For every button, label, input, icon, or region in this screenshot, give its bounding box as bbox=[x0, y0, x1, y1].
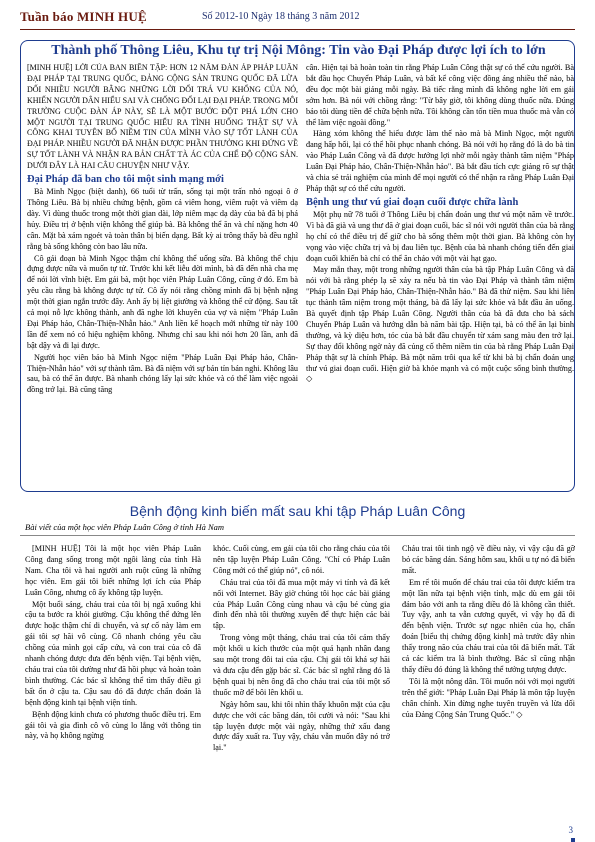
masthead bbox=[20, 8, 575, 30]
paragraph: Em rể tôi muốn để cháu trai của tôi được kiểm tra một lần nữa tại bệnh viện tỉnh, mặc dù em gái tôi đảm bảo với anh ta rằng điều đó là không cần thiết. Tuy vậy, anh ta vẫn cương quyết, vì vậy họ đã đi đến bệnh viện. Trước sự ngạc nhiên của họ, chẩn đoán [biểu thị chứng động kinh] mà trước đây nhìn thấy trong não của cháu trai của tôi đã biến mất. Tất cả các kiểm tra là bình thường. Bác sĩ cũng nhận thấy điều đó đúng là không thể tưởng tượng được. bbox=[402, 577, 575, 674]
paragraph: Hàng xóm không thể hiểu được làm thế nào mà bà Minh Ngọc, một người đang hấp hối, lại có thể hồi phục nhanh chóng. Bà nói với họ rằng đó là do bà tin vào Pháp Luân Công và đã được hưởng lợi nhờ mỗi ngày thành tâm niệm "Pháp Luân Đại Pháp hảo, Chân-Thiện-Nhẫn hảo". Bà bắt đầu tích cực giảng rõ sự thật và chia sẻ trải nghiệm của mình để mọi người có thể nhận ra rằng Pháp Luân Đại Pháp thật sự có thể cứu người. bbox=[306, 129, 574, 193]
paragraph: cân. Hiện tại bà hoàn toàn tin rằng Pháp Luân Công thật sự có thể cứu người. Bà bắt đầu học Chuyển Pháp Luân, và bất kể công việc đồng áng nhiều thế nào, bà đều đọc một bài giảng mỗi ngày. Bà tiếc rằng mình đã không nghe lời em gái sớm hơn. Bà nói với chồng rằng: "Từ bây giờ, tôi không dùng thuốc nữa. Đúng bảo tôi dùng tiền để chữa bệnh nữa. Tôi không cần tốn tiền mua thuốc mà vẫn có thể làm việc ngoài đồng." bbox=[306, 63, 574, 127]
paragraph: Bà Minh Ngọc (biệt danh), 66 tuổi từ trấn, sống tại một trấn nhỏ ngoại ô ở Thông Liêu. Bà bị nhiều chứng bệnh, gồm cả viêm hong, viêm ruột và viêm dạ dày. Vì dùng thuốc trong một thời gian dài, lớp niêm mạc dạ dày của bà đã bị phá hủy. Điều trị ở bệnh viện không thể giúp bà. Bà không thể ăn và chỉ nặng hơn 40 cân. Mặt bà xám ngoét và toàn thân bị biến dạng. Bất kỳ ai trông thấy bà đều nghĩ rằng bà sống không còn bao lâu nữa. bbox=[27, 187, 298, 251]
paragraph: Tôi là một nông dân. Tôi muốn nói với mọi người trên thế giới: "Pháp Luân Đại Pháp là môn tập luyện chân chính. Xin đừng nghe tuyên truyền và lừa dối của Đảng Cộng Sản Trung Quốc." ◇ bbox=[402, 676, 575, 719]
paragraph: Cô gái đoạn bà Minh Ngọc thậm chí không thể uống sữa. Bà không thể chịu đựng được nữa và muốn tự tử. Trước khi kết liễu đời mình, bà đã đến nhà cha mẹ để nói lời vĩnh biệt. Em gái bà, một học viên Pháp Luân Công, cũng ở đó. Em bà yêu cầu rằng bà không được tự tử. Cô ấy nói rằng chồng mình đã bị bệnh nặng một thời gian ngắn trước đây. Anh ấy bị liệt giường và không thể cử động. Sau tất cả mọi nỗ lực không thành, anh đã nghe lời khuyên của vợ và niệm "Pháp Luân Đại Pháp hảo, Chân-Thiện-Nhẫn hảo." Anh liền kế hoạch mới những từ này 100 lần để xem nó có hiệu nghiệm không. Nhưng chỉ sau khi nói hơn 20 lần, anh đã bật dậy và đi lại được. bbox=[27, 253, 298, 350]
article1-headline: Thành phố Thông Liêu, Khu tự trị Nội Mông: Tin vào Đại Pháp được lợi ích to lớn bbox=[51, 43, 546, 58]
paragraph: Bệnh động kinh chưa có phương thuốc điều trị. Em gái tôi và gia đình cô vô cùng lo lắng với thông tin này, và họ không ngừng bbox=[25, 709, 201, 741]
article2-divider bbox=[20, 535, 575, 536]
paragraph: Một buổi sáng, cháu trai của tôi bị ngã xuống khi cậu ta bước ra khỏi giường. Cậu không thể đứng lên được hoặc thậm chí di chuyển, và sự cố này làm em gái tôi sợ hãi vô cùng. Cô nhanh chóng yêu cầu chồng của mình gọi cấp cứu, và con trai của cô đã nhanh chóng được đưa đến bệnh viện. Tại bệnh viện, cháu trai của tôi dường như đã hồi phục và hoàn toàn bình thường. Các bác sĩ không thể tìm thấy điều gì bất ổn ở cậu ta. Cậu sau đó đã được chẩn đoán là bệnh động kinh tại bệnh viện tỉnh. bbox=[25, 599, 201, 707]
article2-column-3 bbox=[402, 544, 575, 816]
paragraph: Trong vòng một tháng, cháu trai của tôi cảm thấy một khối u kích thước của một quả hạnh nhân đang sau một trong đôi tai của cậu. Chị gái tôi khá sợ hãi và đưa cậu đến gặp bác sĩ. Các bác sĩ nghĩ rằng đó là bệnh quai bị nên ông đã cho cháu trai của tôi một số thuốc mỡ để bôi lên khối u. bbox=[213, 633, 390, 697]
article2-headline: Bệnh động kinh biến mất sau khi tập Pháp Luân Công bbox=[129, 503, 466, 519]
paragraph: [MINH HUỆ] Tôi là một học viên Pháp Luân Công đang sống trong một ngôi làng của tỉnh Hà Nam. Cha tôi và hai người anh ruột cũng là những học viên. Em gái tôi biết những lợi ích của Pháp Luân Công, nhưng cô ấy không tập luyện. bbox=[25, 544, 201, 597]
paragraph: Một phụ nữ 78 tuổi ở Thông Liêu bị chẩn đoán ung thư vú một năm về trước. Vì bà đã già và ung thư đã ở giai đoạn cuối, bác sĩ nói với người thân của bà rằng họ chỉ có thể điều trị để giữ cho bà sống thêm một thời gian. Bà không còn hy vọng vào việc chữa trị và bị đau liên tục. Bệnh của bà nhanh chóng tiến đến giai đoạn cuối khiến bà chỉ có thể ăn cháo với một vài hạt gạo. bbox=[306, 209, 574, 263]
corner-mark bbox=[571, 838, 575, 842]
page-number: 3 bbox=[568, 825, 573, 835]
article1-left-column bbox=[27, 63, 298, 487]
paragraph: Cháu trai tôi tinh ngộ về điều này, vì vậy cậu đã gỡ bỏ các băng dán. Sáng hôm sau, khối u tự nó đã biến mất. bbox=[402, 544, 575, 575]
article2-column-1 bbox=[25, 544, 201, 836]
article2-column-2 bbox=[213, 544, 390, 836]
editor-note: [MINH HUỆ] LỜI CỦA BAN BIÊN TẬP: HƠN 12 NĂM ĐÀN ÁP PHÁP LUÂN ĐẠI PHÁP TẠI TRUNG QUỐC, ĐẢNG CỘNG SẢN TRUNG QUỐC ĐÃ LỪA DỐI NHIỀU NGƯỜI BẰNG NHỮNG LỜI DỐI TRÁ VU KHỐNG CỦA NÓ, KHIẾN NGƯỜI DÂN HIỂU SAI VÀ CHỐNG ĐỐI LẠI ĐẠI PHÁP. TRONG MÔI TRƯỜNG CUỘC ĐÀN ÁP NÀY, SẼ LÀ MỘT BƯỚC ĐỘT PHÁ LỚN CHO MỘT NGƯỜI TẠI TRUNG QUỐC HIỂU RA TÌNH HUỐNG THẬT SỰ VÀ CÔNG KHAI TUYÊN BỐ NIỀM TIN CỦA MÌNH VÀO SỰ TỐT LÀNH CỦA ĐẠI PHÁP. NHIỀU NGƯỜI ĐÃ NHẬN ĐƯỢC PHẦN THƯỞNG KHI ĐỨNG VỀ SỰ TỐT LÀNH VÀ NHẬN RA BẢN CHẤT TÀ ÁC CỦA CHẾ ĐỘ CỘNG SẢN. DƯỚI ĐÂY LÀ HAI CÂU CHUYỆN NHƯ VẬY. bbox=[27, 63, 298, 171]
issue-info: Số 2012-10 Ngày 18 tháng 3 năm 2012 bbox=[202, 11, 360, 22]
article1-right-column bbox=[306, 63, 574, 487]
paragraph: khóc. Cuối cùng, em gái của tôi cho rằng cháu của tôi nên tập luyện Pháp Luân Công. "Chỉ có Pháp Luân Công mới có thể giúp nó", cô nói. bbox=[213, 544, 390, 575]
paragraph: Cháu trai của tôi đã mua một máy vi tính và đã kết nối với Internet. Bây giờ chúng tôi học các bài giảng của Pháp Luân Công cùng nhau và cậu bé cùng gia đình đến nhà tôi thường xuyên để thực hiện các bài tập. bbox=[213, 577, 390, 631]
article1-subhead-1: Đại Pháp đã ban cho tôi một sinh mạng mới bbox=[27, 174, 224, 186]
paragraph: Ngày hôm sau, khi tôi nhìn thấy khuôn mặt của cậu được che với các băng dán, tôi cười và nói: "Sau khi tập luyện được một vài ngày, những thứ xấu đang được đẩy xuất ra. Tuy vậy, cháu vẫn muốn đây nó trở lại." bbox=[213, 699, 390, 753]
article2-byline: Bài viết của một học viên Pháp Luân Công ở tỉnh Hà Nam bbox=[25, 522, 225, 532]
article1-subhead-2: Bệnh ung thư vú giai đoạn cuối được chữa lành bbox=[306, 196, 519, 208]
publication-title: Tuần báo MINH HUỆ bbox=[20, 9, 147, 24]
paragraph: Người học viên bảo bà Minh Ngọc niệm "Pháp Luân Đại Pháp hảo, Chân-Thiện-Nhẫn hảo" với sự thành tâm. Bà đã niệm với sự bán tín bán nghi. Không lâu sau, bà có thể ăn được. Bà nhanh chóng lấy lại sức khỏe và có thể làm việc ngoài đồng trở lại. Bà cũng tăng bbox=[27, 352, 298, 395]
masthead-divider bbox=[20, 29, 575, 30]
paragraph: May mắn thay, một trong những người thân của bà tập Pháp Luân Công và đã nói với bà rằng phép lạ sẽ xảy ra nếu bà tin vào Đại Pháp và thành tâm niệm "Pháp Luân Đại Pháp hảo, Chân-Thiện-Nhẫn hảo." Bà đã thử niệm. Sau khi liên tục thành tâm niệm trong một tháng, bà đã lấy lại sức khỏe và bắt đầu ăn uống. Bà quyết định tập Pháp Luân Công. Người thân của bà đã đưa cho bà sách Chuyển Pháp Luân và hướng dẫn bà năm bài tập. Hiện tại, bà có thể ăn lại bình thường, và kỳ diệu hơn, tóc của bà bắt đầu chuyển từ xám sang màu đen trở lại. Sự thay đổi không ngờ này đã củng cố thêm niềm tin của bà rằng Pháp Luân Đại Pháp thật sự là chính Pháp. Bà một năm trôi qua kể từ khi bà bị chẩn đoán ung thư vú giai đoạn cuối. Hiện giờ bà khỏe mạnh và có một cuộc sống bình thường. ◇ bbox=[306, 265, 574, 384]
